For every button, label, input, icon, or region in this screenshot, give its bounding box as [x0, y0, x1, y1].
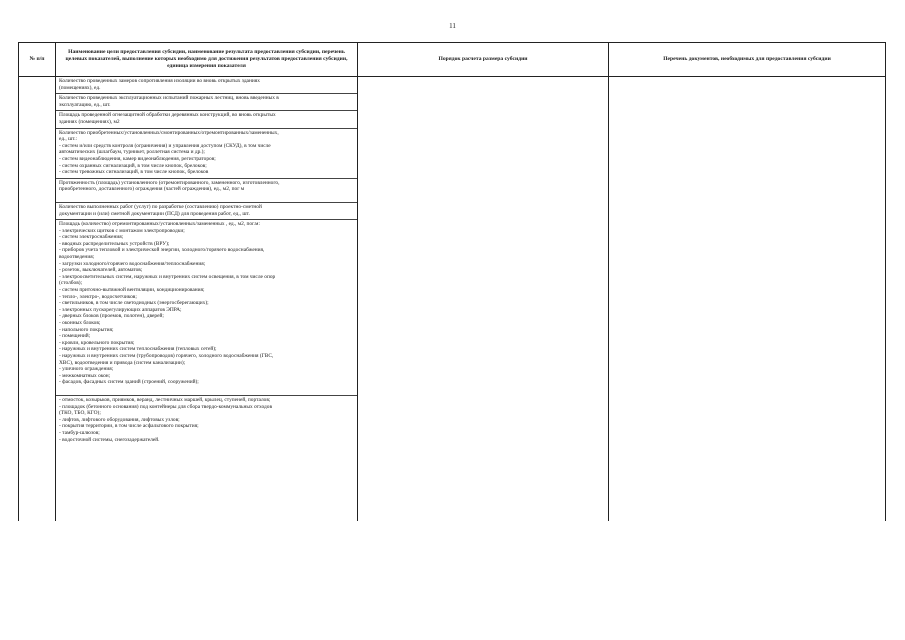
indicator-line	[59, 386, 354, 393]
indicator-line: - фасадов, фасадных систем зданий (строений, сооружений);	[59, 379, 199, 386]
indicator-line: - уличного ограждения;	[59, 366, 114, 373]
indicator-line: - систем видеонаблюдения, камер видеонаблюдения, регистраторов;	[59, 155, 216, 162]
indicator-line: - помещений;	[59, 333, 91, 340]
indicator-line: ХВС), водоотведения и привода (систем канализации);	[59, 359, 186, 366]
indicator-block	[56, 179, 357, 203]
indicator-line: - отмосток, козырьков, приямков, веранд, лестничных маршей, крылец, ступеней, порталов;	[59, 396, 271, 403]
indicator-line: - систем приточно-вытяжной вентиляции, кондиционирования;	[59, 287, 205, 294]
indicator-line: - напольного покрытия;	[59, 326, 114, 333]
calculation-cell	[358, 77, 609, 522]
indicator-line: - лифтов, лифтового оборудования, лифтовых узлов;	[59, 416, 180, 423]
indicator-block	[56, 203, 357, 220]
indicator-line: - оконных блоков;	[59, 320, 101, 326]
documents-cell	[609, 77, 886, 522]
indicator-line: (ТКО, ТБО, КГО);	[59, 410, 101, 417]
indicator-line: - наружных и внутренних систем теплоснабжения (тепловых сетей);	[59, 346, 217, 353]
indicator-line: Протяженность (площадь) установленного (отремонтированного, замененного, изготовленного,	[59, 179, 280, 186]
indicator-line: - розеток, выключателей, автоматов;	[59, 267, 143, 274]
indicator-line: - систем электроснабжения;	[59, 234, 124, 241]
indicator-block	[56, 220, 357, 396]
indicator-block	[56, 77, 357, 94]
indicator-line: Площадь (количество) отремонтированных/установленных/замененных , ед., м2, пог.м:	[59, 221, 260, 228]
indicator-line: - покрытия территории, в том числе асфальтового покрытия;	[59, 423, 199, 430]
number-cell	[19, 77, 56, 522]
indicator-line: - загрузки холодного/горячего водоснабжения/теплоснабжения;	[59, 260, 206, 267]
indicator-line: приобретенного, доставленного) ограждения (частей ограждения), ед., м2, пог м	[59, 186, 245, 193]
indicator-line: ед., шт.:	[59, 136, 78, 143]
indicators-cell	[56, 77, 358, 522]
indicator-line: - тепло-, электро-, водосчетчиков;	[59, 293, 137, 300]
indicator-line: - площадок (бетонного основания) под контейнеры для сбора твердо-коммунальных отходов	[59, 403, 273, 410]
indicator-line: Количество проведенных замеров сопротивления изоляции во вновь открытых зданиях	[59, 78, 260, 84]
indicator-line: документации и (или) сметной документации (ПСД) для проведения работ, ед., шт.	[59, 210, 250, 217]
indicator-line: (столбов);	[59, 280, 83, 287]
indicator-line	[59, 193, 354, 200]
indicator-line: - приборов учета тепловой и электрической энергии, холодного/горячего водоснабжения,	[59, 247, 265, 254]
indicator-line: - наружных и внутренних систем (трубопроводов) горячего, холодного водоснабжения (ГВС,	[59, 352, 274, 359]
indicator-line: - тамбур-шлюзов;	[59, 429, 100, 436]
indicator-line: - кровли, кровельного покрытия;	[59, 339, 135, 346]
indicator-line: - электроосветительных систем, наружных и внутренних систем освещения, в том числе опор	[59, 273, 276, 280]
header-documents-list: Перечень документов, необходимых для предоставления субсидии	[609, 43, 886, 77]
indicator-line: - электрических щитков с монтажом электропроводки;	[59, 227, 185, 234]
table-row	[19, 77, 886, 522]
indicator-line: зданиях (помещениях), м2	[59, 118, 120, 125]
indicator-line: водоотведения;	[59, 254, 95, 261]
indicator-line: Количество выполненных работ (услуг) по разработке (составлению) проектно-сметной	[59, 203, 262, 210]
indicator-line: Количество приобретенных/установленных/смонтированных/отремонтированных/замененных,	[59, 129, 279, 136]
indicator-line: - водосточной системы, снегозадержателей.	[59, 436, 160, 443]
indicator-line: эксплуатацию, ед., шт.	[59, 101, 111, 108]
header-goal-name: Наименование цели предоставления субсидии, наименование результата предоставления субсидии, перечень целевых показателей, выполнение которых необходимо для достижения результатов предоставления субсидии, единица измерения показателя	[56, 43, 358, 77]
indicator-line: - систем и/или средств контроля (ограничения) и управления доступом (СКУД), в том числе	[59, 142, 271, 149]
table-header-row	[19, 43, 886, 77]
indicator-block	[56, 396, 357, 445]
indicator-line: - электронных пускорегулирующих аппаратов ЭПРА;	[59, 306, 182, 313]
indicator-block	[56, 129, 357, 179]
indicator-block	[56, 111, 357, 128]
indicator-line: - светильников, в том числе светодиодных (энергосберегающих);	[59, 300, 209, 307]
indicator-line: - вводных распределительных устройств (ВРУ);	[59, 240, 170, 247]
page-number: 11	[449, 22, 456, 30]
subsidy-table	[18, 42, 886, 521]
indicator-block	[56, 94, 357, 111]
indicator-line: автоматических (шлагбаум, турникет, роллетная система и др.);	[59, 149, 205, 156]
indicator-line: (помещениях), ед.	[59, 84, 101, 91]
indicator-line: Количество проведенных эксплуатационных испытаний пожарных лестниц, вновь введенных в	[59, 95, 279, 102]
indicator-line: - межкомнатных окон;	[59, 372, 111, 379]
header-number: № п/п	[19, 43, 56, 77]
indicator-line: - систем тревожных сигнализаций, в том числе кнопок, брелоков	[59, 169, 209, 176]
indicator-line: - систем охранных сигнализаций, в том числе кнопок, брелоков;	[59, 162, 207, 169]
indicator-line: Площадь проведенной огнезащитной обработки деревянных конструкций, во вновь открытых	[59, 112, 276, 119]
header-calculation-procedure: Порядок расчета размера субсидии	[358, 43, 609, 77]
indicator-line: - дверных блоков (проемов, полотен), дверей;	[59, 313, 164, 320]
